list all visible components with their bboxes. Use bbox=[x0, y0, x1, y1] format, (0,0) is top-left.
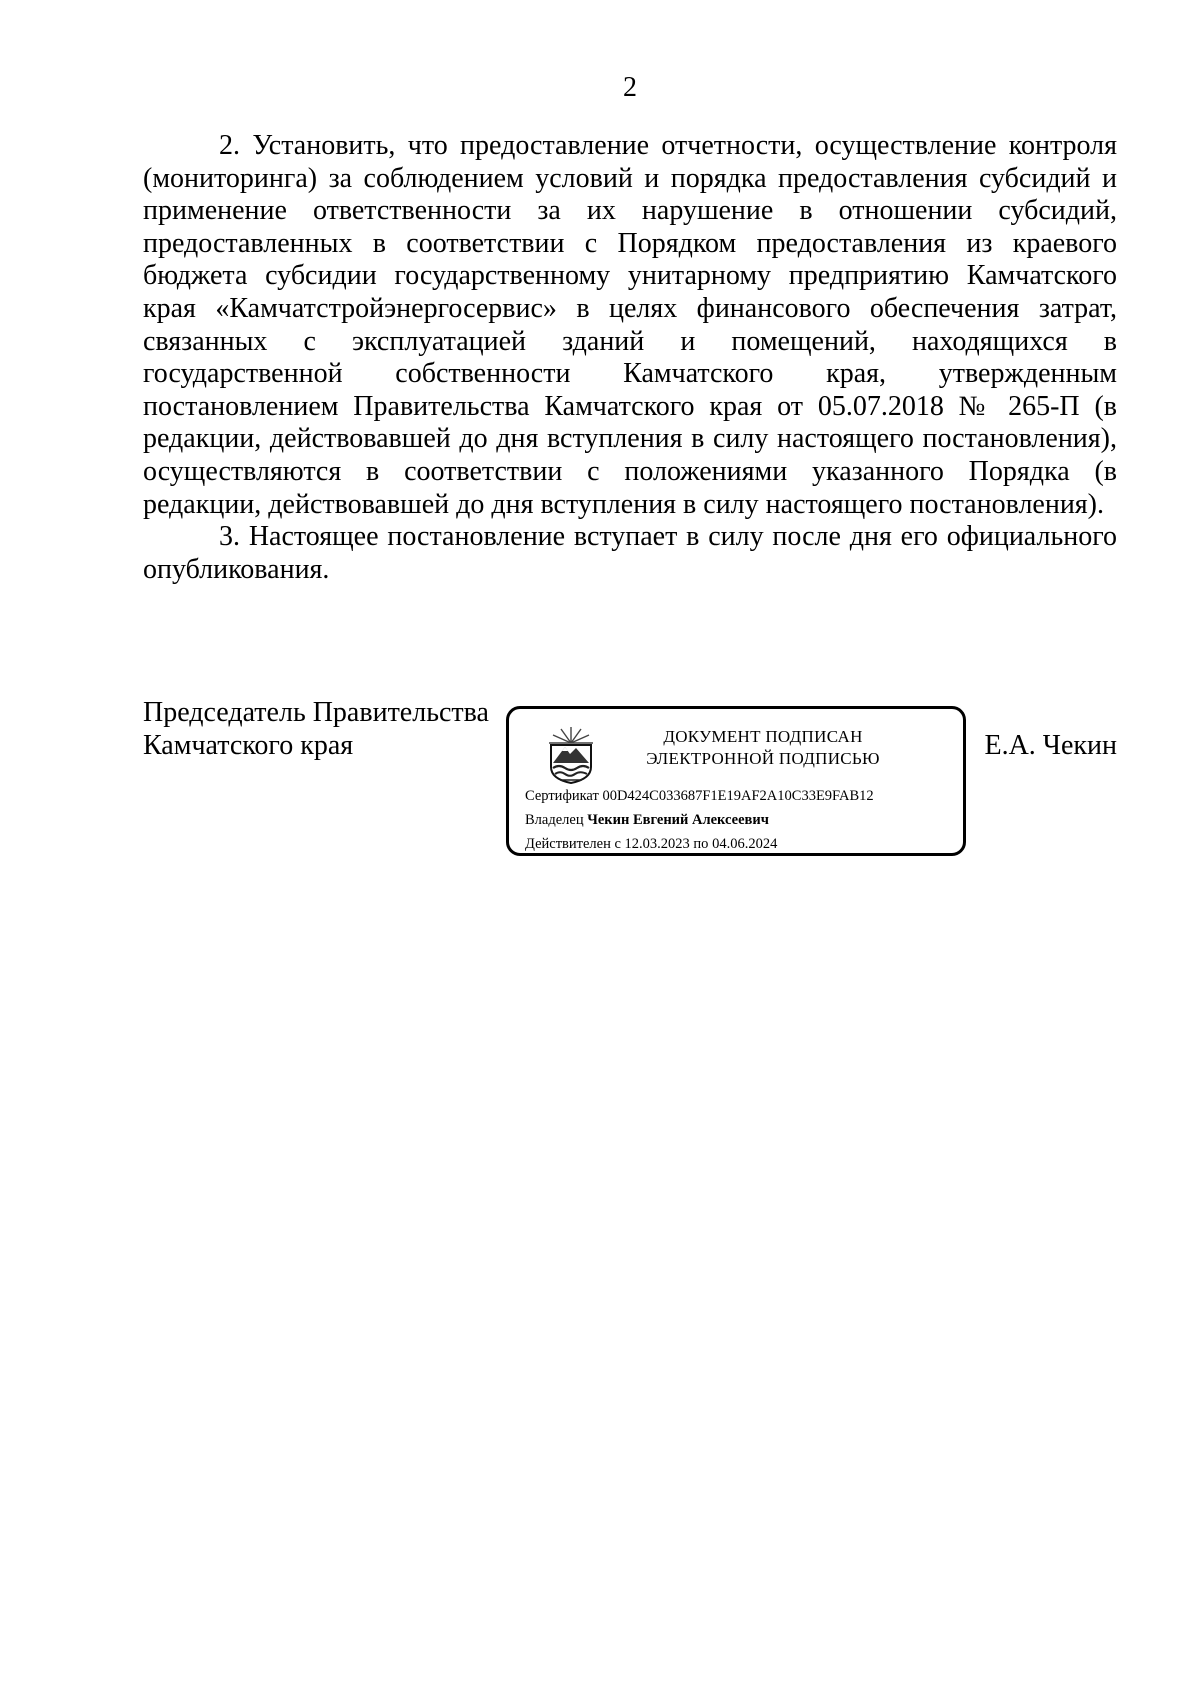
owner-value: Чекин Евгений Алексеевич bbox=[587, 812, 769, 828]
stamp-owner-row bbox=[525, 811, 769, 829]
valid-to-date: 04.06.2024 bbox=[712, 836, 778, 852]
stamp-validity-row bbox=[525, 835, 777, 853]
owner-label: Владелец bbox=[525, 812, 584, 828]
page-number: 2 bbox=[623, 72, 637, 103]
signature-block bbox=[143, 696, 1117, 876]
stamp-header-line1: ДОКУМЕНТ ПОДПИСАН bbox=[663, 727, 863, 746]
certificate-value: 00D424C033687F1E19AF2A10C33E9FAB12 bbox=[602, 788, 874, 804]
signer-position-line1: Председатель Правительства bbox=[143, 697, 489, 728]
certificate-label: Сертификат bbox=[525, 788, 599, 804]
signer-name: Е.А. Чекин bbox=[984, 730, 1117, 761]
valid-from-label: с bbox=[614, 836, 621, 852]
document-body bbox=[143, 130, 1117, 586]
electronic-signature-stamp bbox=[506, 706, 966, 856]
stamp-header-line2: ЭЛЕКТРОННОЙ ПОДПИСЬЮ bbox=[646, 749, 880, 768]
paragraph-2: 2. Установить, что предоставление отчетности, осуществление контроля (мониторинга) за соблюдением условий и порядка предоставления субсидий и применение ответственности за их нарушение в отношении субсидий, предоставленных в соответствии с Порядком предоставления из краевого бюджета субсидии государственному унитарному предприятию Камчатского края «Камчатстройэнергосервис» в целях финансового обеспечения затрат, связанных с эксплуатацией зданий и помещений, находящихся в государственной собственности Камчатского края, утвержденным постановлением Правительства Камчатского края от 05.07.2018 № 265-П (в редакции, действовавшей до дня вступления в силу настоящего постановления), осуществляются в соответствии с положениями указанного Порядка (в редакции, действовавшей до дня вступления в силу настоящего постановления). bbox=[143, 130, 1117, 520]
valid-to-label: по bbox=[693, 836, 709, 852]
valid-from-date: 12.03.2023 bbox=[624, 836, 690, 852]
signer-position bbox=[143, 696, 489, 762]
stamp-certificate-row bbox=[525, 787, 874, 805]
kamchatka-coat-of-arms-icon bbox=[543, 723, 599, 785]
stamp-header bbox=[613, 726, 913, 770]
valid-label: Действителен bbox=[525, 836, 611, 852]
signer-position-line2: Камчатского края bbox=[143, 730, 354, 761]
paragraph-3: 3. Настоящее постановление вступает в силу после дня его официального опубликования. bbox=[143, 521, 1117, 585]
